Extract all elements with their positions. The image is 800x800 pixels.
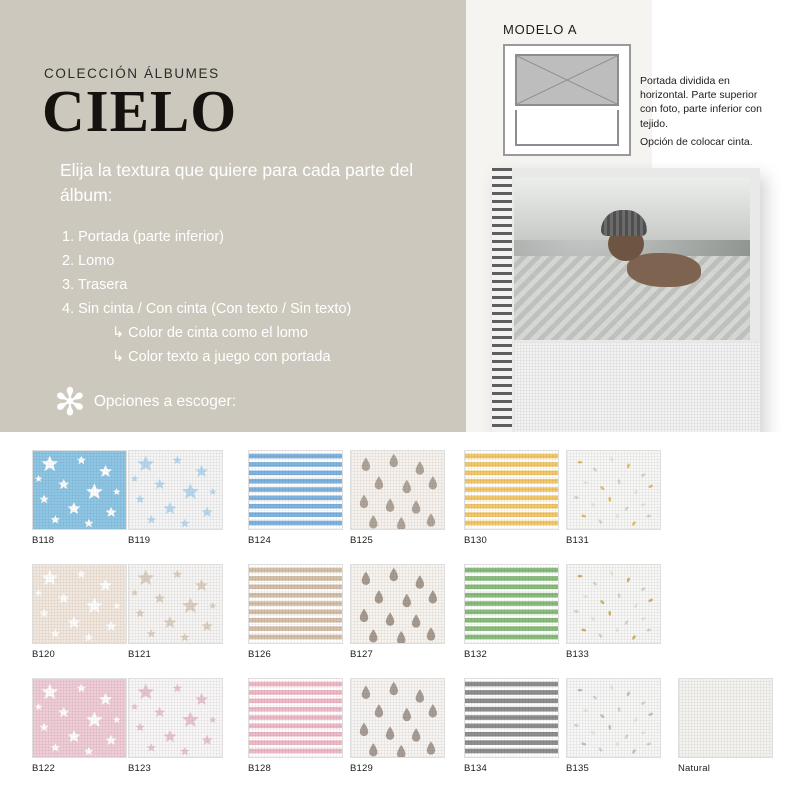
- swatch-cell[interactable]: [566, 678, 661, 774]
- swatch-code-label: B121: [128, 649, 151, 660]
- option-item: 2. Lomo: [62, 252, 115, 269]
- swatch-cell[interactable]: [248, 678, 343, 774]
- linen-texture-overlay: [33, 451, 126, 529]
- collection-label: COLECCIÓN ÁLBUMES: [44, 66, 220, 81]
- swatch-preview[interactable]: [464, 450, 559, 530]
- model-diagram: [503, 44, 631, 156]
- swatch-preview[interactable]: [464, 678, 559, 758]
- swatch-cell[interactable]: [128, 450, 223, 546]
- linen-texture-overlay: [33, 679, 126, 757]
- option-item: 4. Sin cinta / Con cinta (Con texto / Sin texto): [62, 300, 352, 317]
- swatch-code-label: B119: [128, 535, 151, 546]
- swatch-code-label: B127: [350, 649, 373, 660]
- linen-texture-overlay: [567, 679, 660, 757]
- swatch-code-label: B134: [464, 763, 487, 774]
- swatch-preview[interactable]: [566, 678, 661, 758]
- swatch-code-label: B130: [464, 535, 487, 546]
- swatch-cell[interactable]: [464, 564, 559, 660]
- photo-baby-body: [627, 253, 701, 287]
- linen-texture-overlay: [465, 679, 558, 757]
- swatch-code-label: Natural: [678, 763, 711, 774]
- choose-options-label: Opciones a escoger:: [93, 393, 237, 410]
- linen-texture-overlay: [249, 451, 342, 529]
- swatch-preview[interactable]: [32, 678, 127, 758]
- diagram-photo-area: [515, 54, 619, 106]
- swatch-cell[interactable]: [350, 564, 445, 660]
- linen-texture-overlay: [567, 565, 660, 643]
- swatch-code-label: B129: [350, 763, 373, 774]
- model-title: MODELO A: [503, 22, 578, 37]
- swatch-cell[interactable]: [128, 678, 223, 774]
- swatch-code-label: B122: [32, 763, 55, 774]
- linen-texture-overlay: [129, 451, 222, 529]
- swatch-cell[interactable]: [32, 678, 127, 774]
- linen-texture-overlay: [249, 565, 342, 643]
- linen-texture-overlay: [249, 679, 342, 757]
- swatch-code-label: B126: [248, 649, 271, 660]
- linen-texture-overlay: [465, 565, 558, 643]
- swatch-preview[interactable]: [32, 564, 127, 644]
- swatch-preview[interactable]: [678, 678, 773, 758]
- linen-texture-overlay: [351, 451, 444, 529]
- swatch-code-label: B131: [566, 535, 589, 546]
- swatch-preview[interactable]: [566, 564, 661, 644]
- swatch-code-label: B132: [464, 649, 487, 660]
- swatch-cell[interactable]: [464, 450, 559, 546]
- swatch-cell[interactable]: [32, 450, 127, 546]
- linen-texture-overlay: [129, 679, 222, 757]
- option-item: 3. Trasera: [62, 276, 128, 293]
- swatch-preview[interactable]: [464, 564, 559, 644]
- swatch-cell[interactable]: [248, 450, 343, 546]
- swatch-preview[interactable]: [128, 678, 223, 758]
- swatch-cell[interactable]: [350, 678, 445, 774]
- linen-texture-overlay: [351, 565, 444, 643]
- swatch-cell[interactable]: [32, 564, 127, 660]
- page-title: CIELO: [42, 78, 238, 144]
- swatch-grid: [0, 432, 800, 800]
- swatch-preview[interactable]: [128, 450, 223, 530]
- linen-texture-overlay: [33, 565, 126, 643]
- swatch-code-label: B133: [566, 649, 589, 660]
- swatch-preview[interactable]: [248, 450, 343, 530]
- fabric-texture: [514, 342, 760, 436]
- linen-texture-overlay: [465, 451, 558, 529]
- instruction-text: Elija la textura que quiere para cada parte del álbum:: [60, 160, 414, 206]
- choose-options-row: [54, 380, 237, 424]
- swatch-cell[interactable]: [248, 564, 343, 660]
- swatch-cell[interactable]: [566, 450, 661, 546]
- swatch-cell[interactable]: [566, 564, 661, 660]
- swatch-code-label: B124: [248, 535, 271, 546]
- linen-texture-overlay: [679, 679, 772, 757]
- swatch-preview[interactable]: [248, 678, 343, 758]
- album-cover-fabric: [514, 342, 760, 436]
- model-description-secondary: Opción de colocar cinta.: [640, 136, 753, 148]
- swatch-preview[interactable]: [128, 564, 223, 644]
- swatch-code-label: B128: [248, 763, 271, 774]
- swatch-preview[interactable]: [350, 678, 445, 758]
- swatch-code-label: B120: [32, 649, 55, 660]
- option-item: 1. Portada (parte inferior): [62, 229, 224, 245]
- album-cover-photo: [514, 178, 750, 340]
- swatch-cell[interactable]: [678, 678, 773, 774]
- swatch-code-label: B123: [128, 763, 151, 774]
- swatch-code-label: B135: [566, 763, 589, 774]
- swatch-cell[interactable]: [464, 678, 559, 774]
- diagram-fabric-area: [515, 110, 619, 146]
- sub-option-item: ↳ Color de cinta como el lomo: [112, 324, 308, 341]
- cross-lines-icon: [517, 56, 617, 104]
- album-mockup: [492, 168, 760, 436]
- swatch-preview[interactable]: [248, 564, 343, 644]
- spiral-binding: [492, 168, 512, 436]
- asterisk-icon: ✻: [54, 380, 86, 424]
- linen-texture-overlay: [567, 451, 660, 529]
- options-list: [62, 226, 462, 370]
- swatch-code-label: B125: [350, 535, 373, 546]
- swatch-preview[interactable]: [350, 564, 445, 644]
- swatch-preview[interactable]: [566, 450, 661, 530]
- linen-texture-overlay: [351, 679, 444, 757]
- swatch-preview[interactable]: [32, 450, 127, 530]
- swatch-cell[interactable]: [350, 450, 445, 546]
- swatch-cell[interactable]: [128, 564, 223, 660]
- sub-option-item: ↳ Color texto a juego con portada: [112, 348, 331, 365]
- model-description: Portada dividida en horizontal. Parte superior con foto, parte inferior con tejido.: [640, 75, 762, 130]
- swatch-code-label: B118: [32, 535, 55, 546]
- linen-texture-overlay: [129, 565, 222, 643]
- swatch-preview[interactable]: [350, 450, 445, 530]
